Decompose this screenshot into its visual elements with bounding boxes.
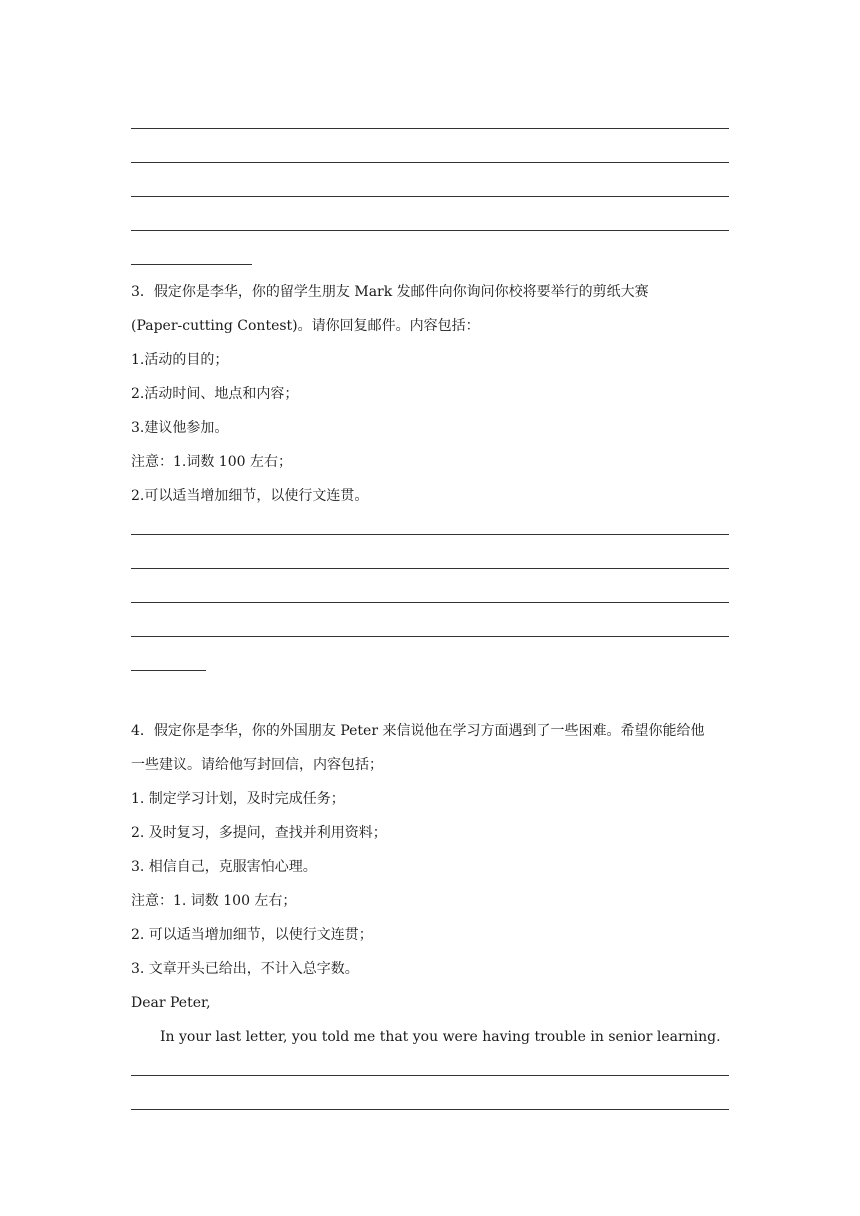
q3-point-3: 3.建议他参加。: [131, 420, 229, 436]
q3-note-1: 注意：1.词数 100 左右；: [131, 454, 292, 470]
answer-line[interactable]: [131, 602, 729, 603]
q3-intro-line-2: (Paper-cutting Contest)。请你回复邮件。内容包括：: [131, 318, 480, 334]
letter-salutation: Dear Peter,: [131, 995, 211, 1011]
q4-point-1: 1. 制定学习计划，及时完成任务；: [131, 791, 345, 807]
answer-line[interactable]: [131, 196, 729, 197]
answer-line-end[interactable]: [131, 670, 206, 671]
q4-note-3: 3. 文章开头已给出，不计入总字数。: [131, 961, 359, 977]
q4-point-3: 3. 相信自己，克服害怕心理。: [131, 859, 317, 875]
q4-intro-line-1: 4．假定你是李华，你的外国朋友 Peter 来信说他在学习方面遇到了一些困难。希望你能给他: [131, 723, 705, 739]
letter-opening-sentence: In your last letter, you told me that you were having trouble in senior learning.: [160, 1029, 721, 1045]
answer-line[interactable]: [131, 162, 729, 163]
q4-note-2: 2. 可以适当增加细节，以使行文连贯；: [131, 927, 373, 943]
answer-line[interactable]: [131, 230, 729, 231]
answer-line[interactable]: [131, 1075, 729, 1076]
answer-line[interactable]: [131, 534, 729, 535]
q3-point-2: 2.活动时间、地点和内容；: [131, 386, 299, 402]
q3-note-2: 2.可以适当增加细节，以使行文连贯。: [131, 488, 369, 504]
q3-intro-line-1: 3．假定你是李华，你的留学生朋友 Mark 发邮件向你询问你校将要举行的剪纸大赛: [131, 284, 649, 300]
q4-note-1: 注意：1. 词数 100 左右；: [131, 893, 297, 909]
q3-point-1: 1.活动的目的；: [131, 352, 229, 368]
answer-line[interactable]: [131, 128, 729, 129]
q4-intro-line-2: 一些建议。请给他写封回信，内容包括；: [131, 757, 383, 773]
answer-line[interactable]: [131, 636, 729, 637]
answer-line[interactable]: [131, 1109, 729, 1110]
answer-line[interactable]: [131, 568, 729, 569]
q4-point-2: 2. 及时复习，多提问，查找并利用资料；: [131, 825, 387, 841]
answer-line-end[interactable]: [131, 264, 252, 265]
